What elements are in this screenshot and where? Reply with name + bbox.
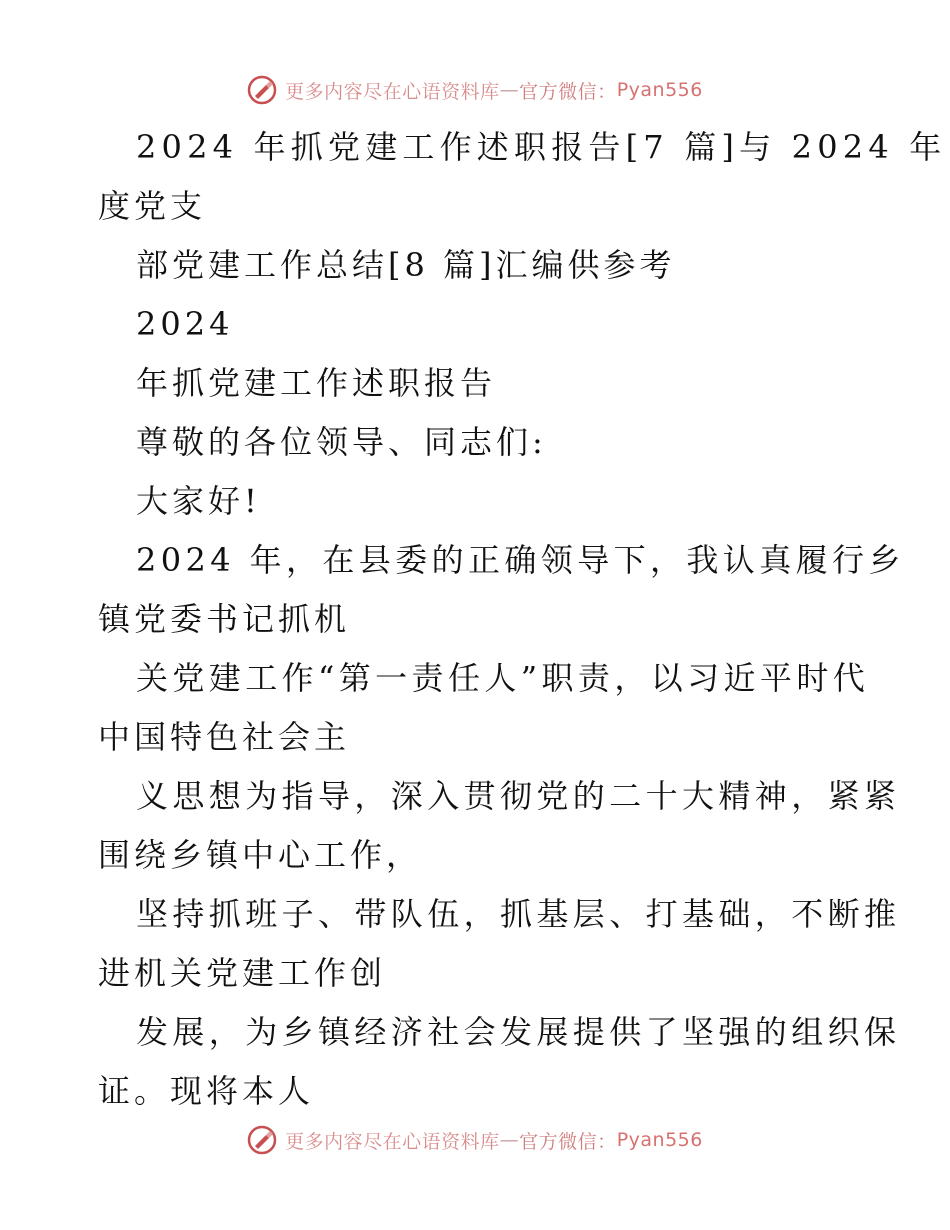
paragraph-line: 镇党委书记抓机 bbox=[98, 600, 351, 638]
pen-logo-icon bbox=[247, 1125, 277, 1155]
paragraph-line: 义思想为指导，深入贯彻党的二十大精神，紧紧 bbox=[136, 777, 901, 815]
watermark-brand: 更多内容尽在心语资料库 bbox=[285, 1130, 500, 1153]
title-line-3: 部党建工作总结[8 篇]汇编供参考 bbox=[136, 246, 676, 284]
watermark-wechat-id: Pyan556 bbox=[616, 79, 703, 101]
paragraph-line: 围绕乡镇中心工作， bbox=[98, 836, 423, 874]
footer-watermark bbox=[0, 1120, 950, 1160]
pen-logo-icon bbox=[247, 75, 277, 105]
header-watermark bbox=[0, 70, 950, 110]
watermark-brand: 更多内容尽在心语资料库 bbox=[285, 80, 500, 103]
paragraph-line: 证。现将本人 bbox=[98, 1072, 315, 1110]
section-title: 年抓党建工作述职报告 bbox=[136, 364, 497, 402]
paragraph-line: 发展，为乡镇经济社会发展提供了坚强的组织保 bbox=[136, 1013, 901, 1051]
paragraph-line: 关党建工作“第一责任人”职责，以习近平时代 bbox=[136, 659, 870, 697]
watermark-channel: 官方微信： bbox=[519, 80, 617, 103]
paragraph-line: 坚持抓班子、带队伍，抓基层、打基础，不断推 bbox=[136, 895, 901, 933]
greeting: 大家好! bbox=[136, 482, 261, 520]
title-line-1: 2024 年抓党建工作述职报告[7 篇]与 2024 年 bbox=[136, 128, 947, 166]
salutation: 尊敬的各位领导、同志们: bbox=[136, 423, 547, 461]
watermark-channel: 官方微信： bbox=[519, 1130, 617, 1153]
paragraph-line: 中国特色社会主 bbox=[98, 718, 351, 756]
watermark-separator: — bbox=[499, 79, 520, 101]
watermark-separator: — bbox=[499, 1129, 520, 1151]
section-year: 2024 bbox=[136, 305, 234, 343]
title-line-2: 度党支 bbox=[98, 187, 207, 225]
paragraph-line: 进机关党建工作创 bbox=[98, 954, 387, 992]
watermark-wechat-id: Pyan556 bbox=[616, 1129, 703, 1151]
document-body bbox=[98, 118, 947, 1121]
paragraph-line: 2024 年，在县委的正确领导下，我认真履行乡 bbox=[136, 541, 905, 579]
